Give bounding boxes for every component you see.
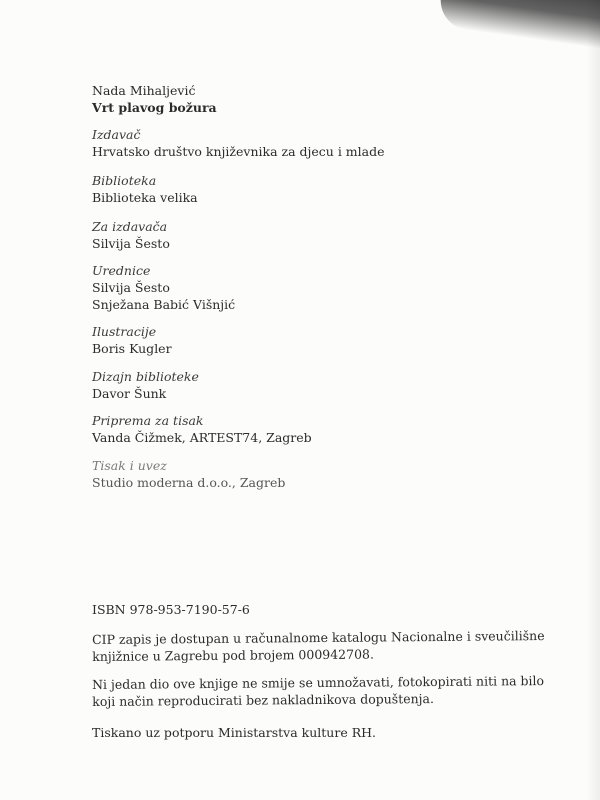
isbn-number: ISBN 978-953-7190-57-6	[92, 602, 250, 617]
publisher-block	[92, 126, 385, 160]
author-title-block	[92, 82, 217, 116]
rights-notice	[92, 672, 544, 710]
illustrations-block	[92, 323, 172, 357]
printing-label: Tisak i uvez	[92, 458, 167, 473]
publisher-label: Izdavač	[92, 127, 141, 142]
cip-line: knjižnice u Zagrebu pod brojem 000942708.	[92, 646, 375, 664]
prepress-value: Vanda Čižmek, ARTEST74, Zagreb	[92, 430, 312, 445]
series-label: Biblioteka	[92, 173, 157, 188]
support-notice	[92, 724, 376, 741]
rights-line: Ni jedan dio ove knjige ne smije se umnožavati, fotokopirati niti na bilo	[92, 673, 545, 692]
series-block	[92, 172, 198, 206]
printing-block	[92, 457, 285, 491]
illustrations-value: Boris Kugler	[92, 341, 172, 356]
book-title: Vrt plavog božura	[92, 100, 217, 115]
scan-corner-shadow	[437, 0, 600, 54]
for-publisher-label: Za izdavača	[92, 219, 168, 234]
prepress-block	[92, 412, 312, 446]
for-publisher-value: Silvija Šesto	[92, 236, 170, 251]
prepress-label: Priprema za tisak	[92, 413, 204, 428]
editors-block	[92, 262, 235, 313]
series-value: Biblioteka velika	[92, 190, 198, 205]
author-name: Nada Mihaljević	[92, 83, 196, 98]
series-design-block	[92, 368, 199, 402]
rights-line: koji način reproducirati bez nakladnikova dopuštenja.	[92, 691, 434, 709]
editor-name: Silvija Šesto	[92, 280, 170, 295]
publisher-value: Hrvatsko društvo književnika za djecu i mlade	[92, 144, 385, 159]
cip-line: CIP zapis je dostupan u računalnome katalogu Nacionalne i sveučilišne	[92, 628, 545, 647]
isbn-block	[92, 601, 250, 618]
cip-notice	[92, 627, 545, 665]
series-design-label: Dizajn biblioteke	[92, 369, 199, 384]
support-text: Tiskano uz potporu Ministarstva kulture RH.	[92, 725, 376, 740]
illustrations-label: Ilustracije	[92, 324, 157, 339]
editors-label: Urednice	[92, 263, 151, 278]
editor-name: Snježana Babić Višnjić	[92, 297, 236, 312]
for-publisher-block	[92, 218, 170, 252]
series-design-value: Davor Šunk	[92, 386, 167, 401]
printing-value: Studio moderna d.o.o., Zagreb	[92, 475, 286, 490]
scan-edge-shadow	[586, 0, 600, 800]
